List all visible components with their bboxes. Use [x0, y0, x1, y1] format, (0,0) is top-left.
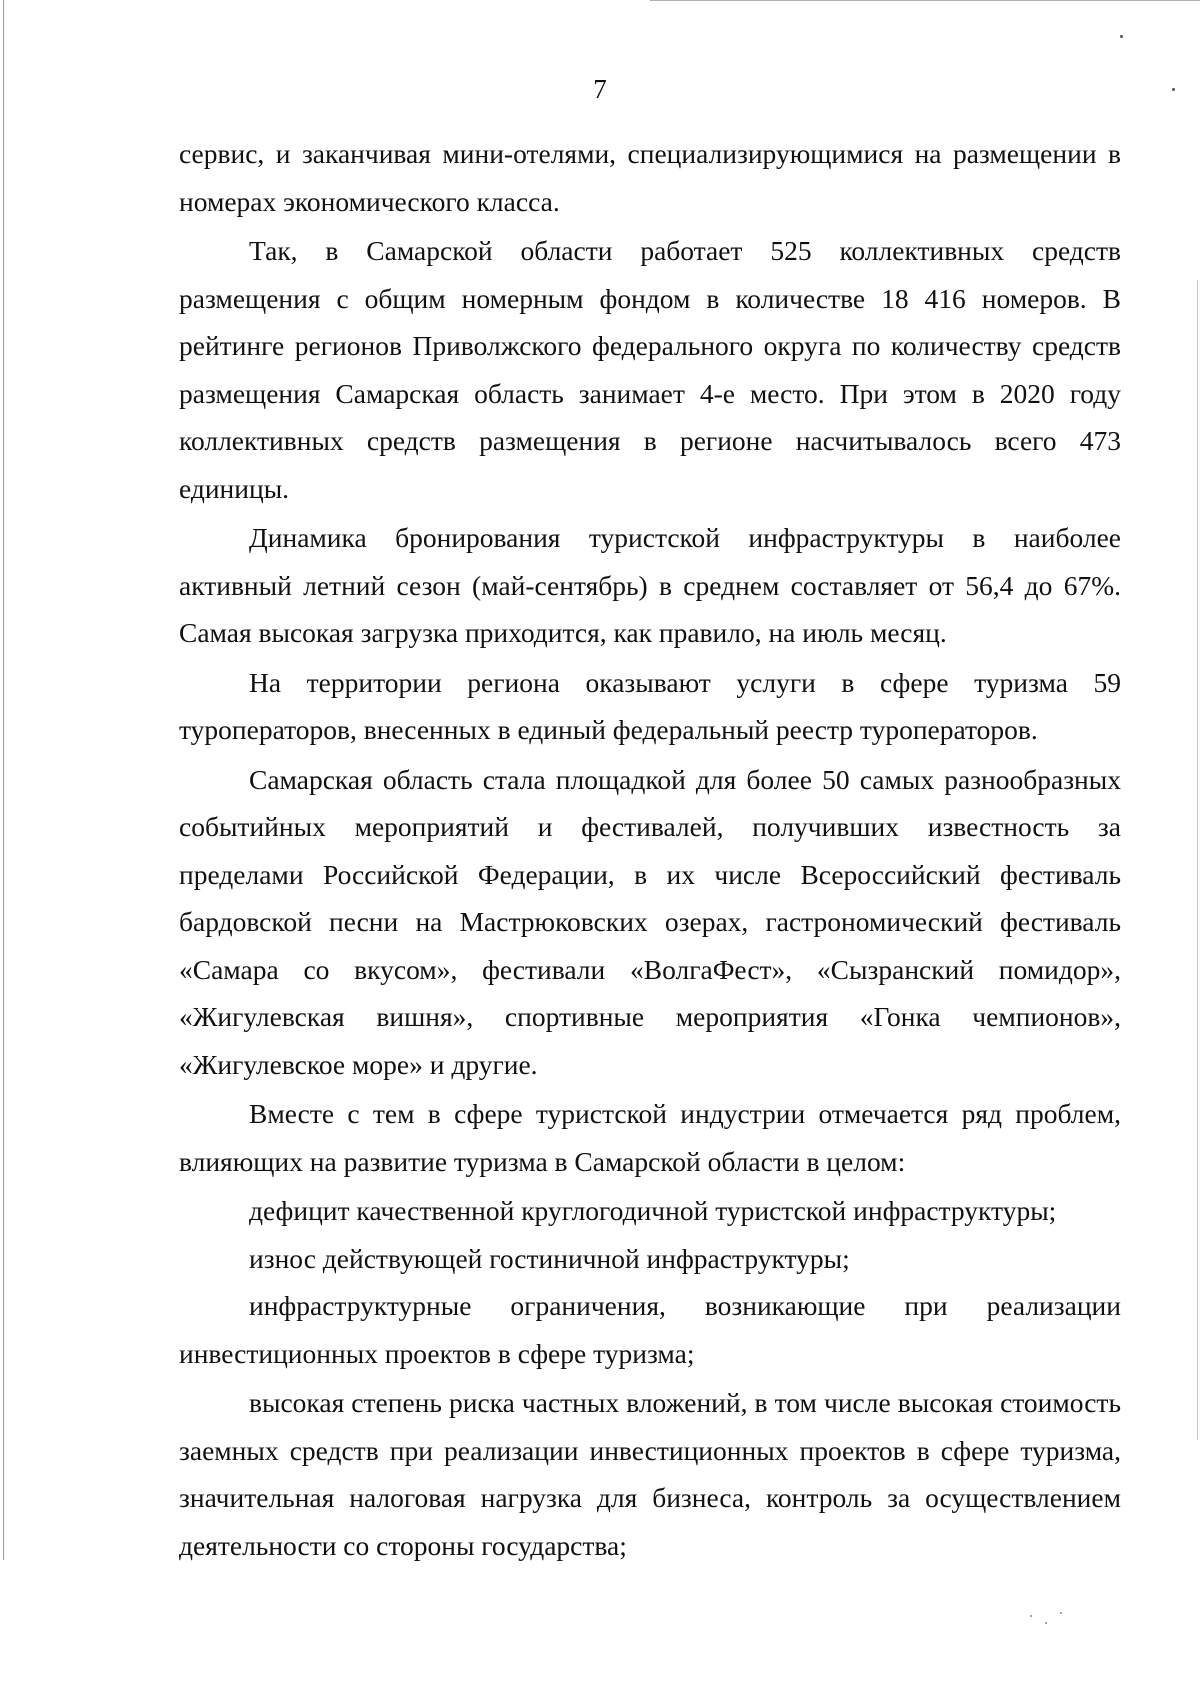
paragraph-1: сервис, и заканчивая мини-отелями, специализирующимися на размещении в номерах экономического класса.	[179, 138, 1121, 217]
scan-speck	[1030, 1615, 1032, 1617]
scan-speck	[1045, 1622, 1047, 1624]
scan-speck	[1060, 1612, 1062, 1614]
paragraph-8: износ действующей гостиничной инфраструктуры;	[249, 1242, 850, 1274]
document-body	[179, 130, 1121, 1569]
scan-edge-left	[3, 0, 4, 1560]
paragraph-3: Динамика бронирования туристской инфраструктуры в наиболее активный летний сезон (май-сентябрь) в среднем составляет от 56,4 до 67%. Самая высокая загрузка приходится, как правило, на июль месяц.	[179, 522, 1121, 648]
paragraph-9: инфраструктурные ограничения, возникающие при реализации инвестиционных проектов в сфере туризма;	[179, 1290, 1121, 1369]
paragraph-7: дефицит качественной круглогодичной туристской инфраструктуры;	[249, 1195, 1057, 1226]
page-number: 7	[593, 74, 607, 104]
paragraph-2: Так, в Самарской области работает 525 коллективных средств размещения с общим номерным фондом в количестве 18 416 номеров. В рейтинге регионов Приволжского федерального округа по количеству средств размещения Самарская область занимает 4-е место. При этом в 2020 году коллективных средств размещения в регионе насчитывалось всего 473 единицы.	[179, 235, 1121, 504]
paragraph-5: Самарская область стала площадкой для более 50 самых разнообразных событийных мероприятий и фестивалей, получивших известность за пределами Российской Федерации, в их числе Всероссийский фестиваль бардовской песни на Мастрюковских озерах, гастрономический фестиваль «Самара со вкусом», фестивали «ВолгаФест», «Сызранский помидор», «Жигулевская вишня», спортивные мероприятия «Гонка чемпионов», «Жигулевское море» и другие.	[179, 763, 1121, 1080]
paragraph-6: Вместе с тем в сфере туристской индустрии отмечается ряд проблем, влияющих на развитие туризма в Самарской области в целом:	[179, 1098, 1121, 1177]
scan-edge-right	[1197, 280, 1198, 1440]
scan-edge-top	[650, 0, 1200, 1]
paragraph-4: На территории региона оказывают услуги в сфере туризма 59 туроператоров, внесенных в единый федеральный реестр туроператоров.	[179, 666, 1121, 745]
scan-speck	[1120, 35, 1123, 38]
scan-speck	[1172, 88, 1175, 91]
paragraph-10: высокая степень риска частных вложений, в том числе высокая стоимость заемных средств при реализации инвестиционных проектов в сфере туризма, значительная налоговая нагрузка для бизнеса, контроль за осуществлением деятельности со стороны государства;	[179, 1387, 1121, 1561]
